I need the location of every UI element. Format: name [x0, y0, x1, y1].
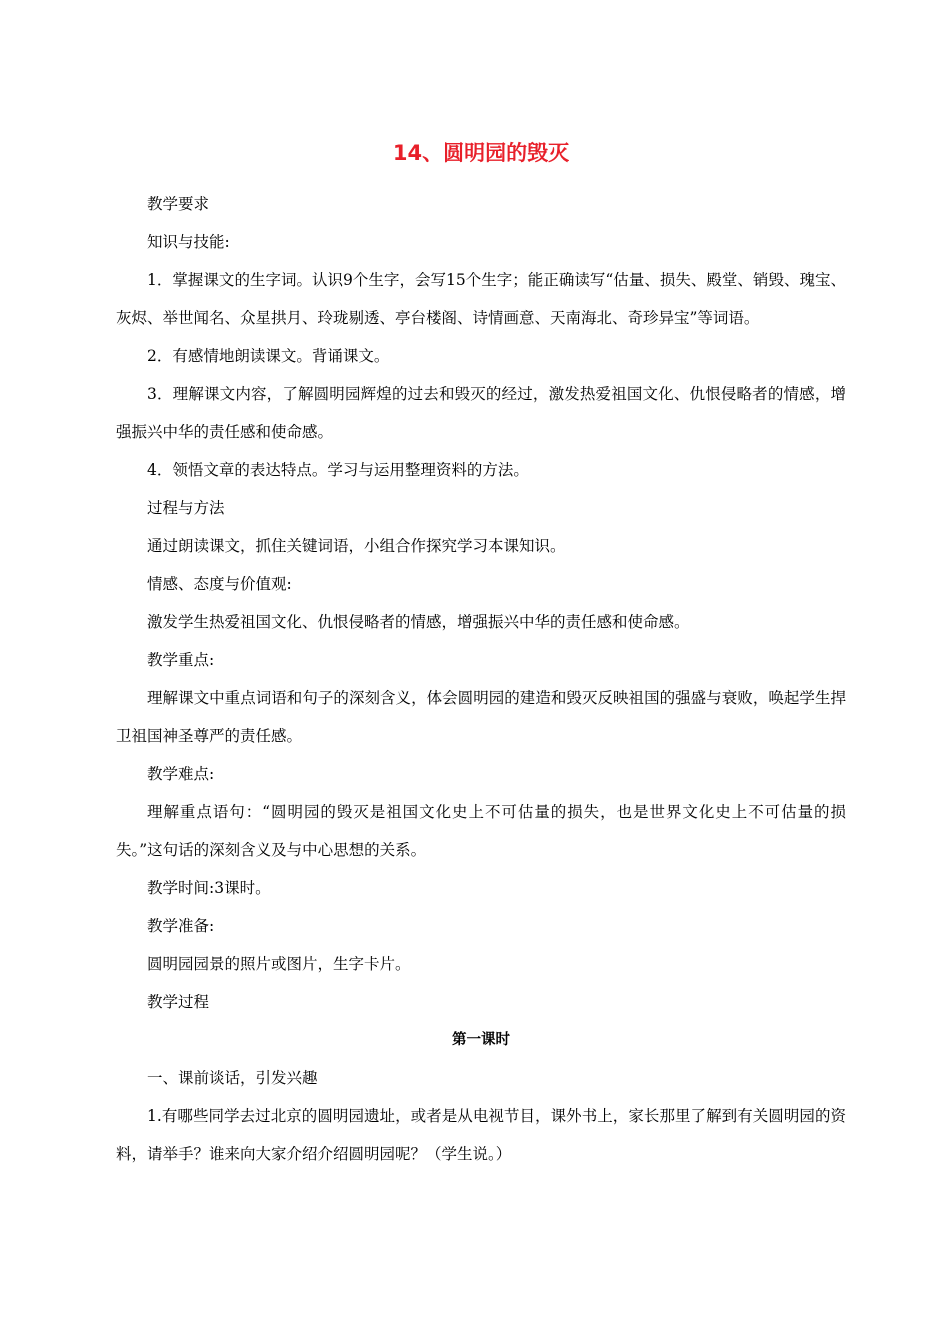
paragraph-question-1: 1.有哪些同学去过北京的圆明园遗址，或者是从电视节目，课外书上，家长那里了解到有关圆明园的资料，请举手？谁来向大家介绍介绍圆明园呢？（学生说。） — [116, 1107, 846, 1163]
heading-difficulties: 教学难点: — [147, 765, 215, 783]
paragraph-item-4: 4．领悟文章的表达特点。学习与运用整理资料的方法。 — [147, 461, 529, 479]
paragraph-key-points: 理解课文中重点词语和句子的深刻含义，体会圆明园的建造和毁灭反映祖国的强盛与衰败，唤起学生捍卫祖国神圣尊严的责任感。 — [116, 689, 846, 745]
paragraph-preparation: 圆明园园景的照片或图片，生字卡片。 — [147, 955, 411, 973]
heading-emotion-values: 情感、态度与价值观: — [147, 575, 292, 593]
heading-teaching-requirements: 教学要求 — [147, 195, 210, 213]
heading-key-points: 教学重点: — [147, 651, 215, 669]
heading-pre-class-talk: 一、课前谈话，引发兴趣 — [147, 1069, 318, 1087]
heading-knowledge-skills: 知识与技能: — [147, 233, 230, 251]
heading-teaching-process: 教学过程 — [147, 993, 210, 1011]
paragraph-item-3: 3．理解课文内容，了解圆明园辉煌的过去和毁灭的经过，激发热爱祖国文化、仇恨侵略者的情感，增强振兴中华的责任感和使命感。 — [116, 385, 846, 441]
paragraph-difficulties: 理解重点语句：“圆明园的毁灭是祖国文化史上不可估量的损失，也是世界文化史上不可估量的损失。”这句话的深刻含义及与中心思想的关系。 — [116, 803, 846, 859]
document-body — [116, 185, 846, 1173]
paragraph-process-methods: 通过朗读课文，抓住关键词语，小组合作探究学习本课知识。 — [147, 537, 566, 555]
heading-process-methods: 过程与方法 — [147, 499, 225, 517]
heading-preparation: 教学准备: — [147, 917, 215, 935]
paragraph-item-1: 1．掌握课文的生字词。认识9个生字，会写15个生字；能正确读写“估量、损失、殿堂、销毁、瑰宝、灰烬、举世闻名、众星拱月、玲珑剔透、亭台楼阁、诗情画意、天南海北、奇珍异宝”等词语。 — [116, 271, 846, 327]
section-heading-first-lesson: 第一课时 — [452, 1032, 510, 1048]
paragraph-emotion-values: 激发学生热爱祖国文化、仇恨侵略者的情感，增强振兴中华的责任感和使命感。 — [147, 613, 690, 631]
document-title: 14、圆明园的毁灭 — [392, 141, 570, 165]
paragraph-item-2: 2．有感情地朗读课文。背诵课文。 — [147, 347, 390, 365]
paragraph-teaching-time: 教学时间:3课时。 — [147, 879, 271, 897]
